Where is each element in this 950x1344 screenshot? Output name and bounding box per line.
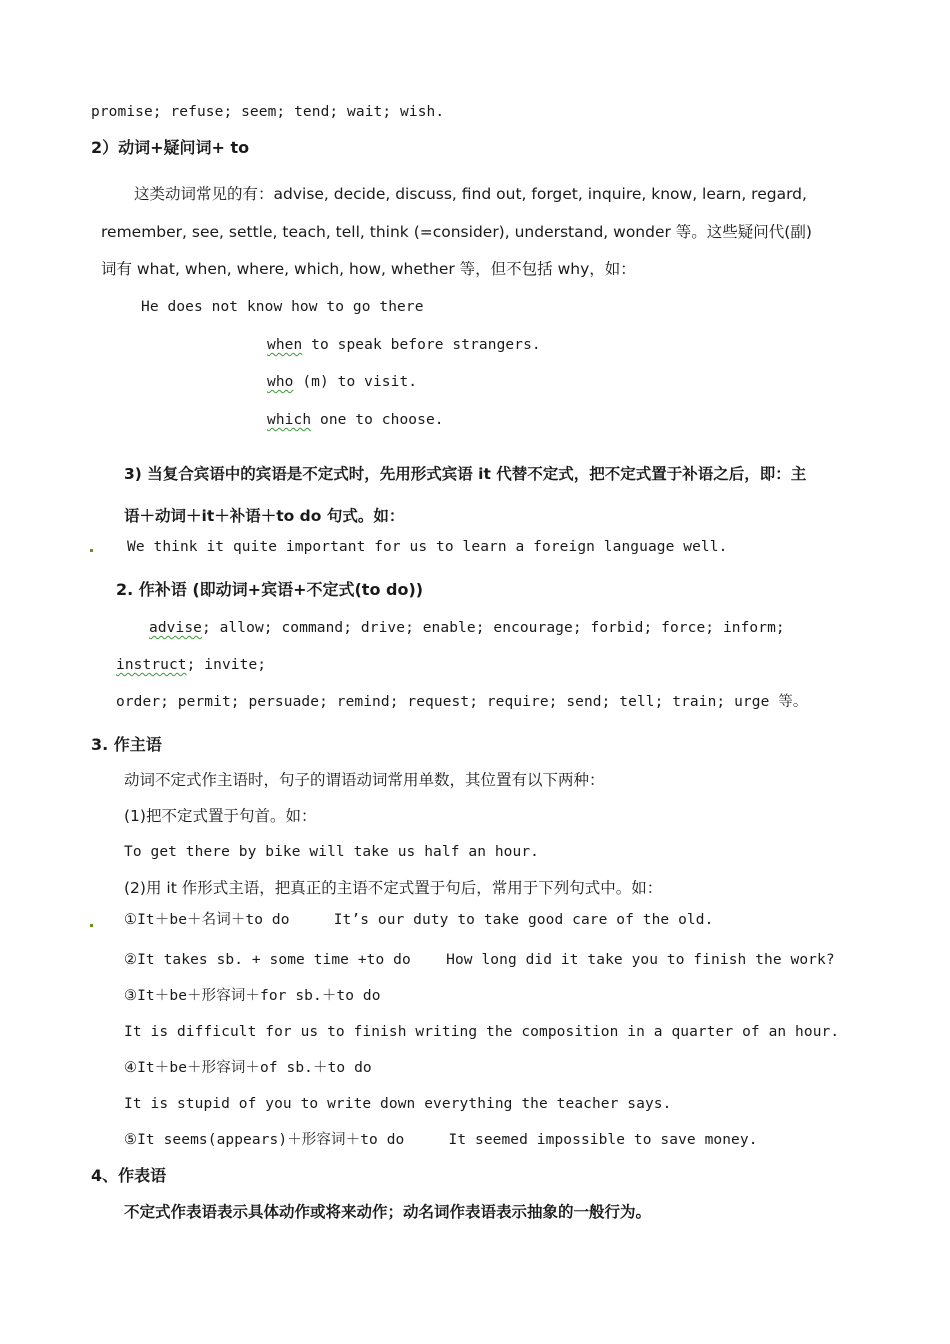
example-sentence: He does not know how to go there (141, 299, 424, 315)
pattern-line: ④It＋be＋形容词＋of sb.＋to do (124, 1060, 372, 1076)
section-heading-predicative: 4、作表语 (91, 1166, 167, 1185)
paragraph-line: 词有 what, when, where, which, how, whether 等，但不包括 why，如： (101, 260, 636, 278)
pattern-line: ③It＋be＋形容词＋for sb.＋to do (124, 988, 381, 1004)
example-text: (m) to visit. (293, 374, 418, 390)
verb-list-text: ; allow; command; drive; enable; encourage; forbid; force; inform; (201, 620, 785, 636)
rule-paragraph: 3) 当复合宾语中的宾语是不定式时，先用形式宾语 it 代替不定式，把不定式置于补语之后，即：主 (124, 465, 807, 483)
section-heading-subject: 3. 作主语 (91, 735, 162, 754)
marker-dot (90, 549, 93, 552)
example-sentence (267, 335, 541, 355)
pattern-line: ①It＋be＋名词＋to do It’s our duty to take good care of the old. (124, 912, 714, 928)
verb-list-text: ; invite; (186, 657, 267, 673)
verb-list-line: order; permit; persuade; remind; request; require; send; tell; train; urge 等。 (116, 694, 808, 710)
verb-list-line (116, 655, 266, 675)
example-sentence: It is difficult for us to finish writing the composition in a quarter of an hour. (124, 1024, 840, 1040)
spellcheck-word: instruct (116, 657, 187, 673)
pattern-line: ⑤It seems(appears)＋形容词＋to do It seemed impossible to save money. (124, 1132, 758, 1148)
paragraph-line: 动词不定式作主语时，句子的谓语动词常用单数，其位置有以下两种： (124, 771, 605, 789)
section-heading-complement: 2. 作补语 (即动词+宾语+不定式(to do)) (116, 580, 424, 599)
example-text: to speak before strangers. (302, 337, 541, 353)
example-sentence (267, 410, 444, 430)
marker-dot (90, 924, 93, 927)
rule-paragraph: 语＋动词＋it＋补语＋to do 句式。如： (124, 507, 405, 525)
spellcheck-word: who (267, 374, 294, 390)
example-sentence: We think it quite important for us to learn a foreign language well. (127, 539, 728, 555)
example-sentence: It is stupid of you to write down everything the teacher says. (124, 1096, 672, 1112)
example-text: one to choose. (311, 412, 444, 428)
paragraph-line: remember, see, settle, teach, tell, think (=consider), understand, wonder 等。这些疑问代(副) (101, 223, 812, 241)
paragraph-line: (1)把不定式置于句首。如： (124, 807, 317, 825)
example-sentence (267, 372, 417, 392)
pattern-line: ②It takes sb. + some time +to do How long did it take you to finish the work? (124, 952, 835, 968)
example-sentence: To get there by bike will take us half an hour. (124, 844, 539, 860)
paragraph-line: (2)用 it 作形式主语，把真正的主语不定式置于句后，常用于下列句式中。如： (124, 879, 663, 897)
spellcheck-word: which (267, 412, 312, 428)
paragraph-line: 这类动词常见的有：advise, decide, discuss, find out, forget, inquire, know, learn, regard, (134, 185, 807, 203)
spellcheck-word: advise (149, 620, 202, 636)
rule-paragraph: 不定式作表语表示具体动作或将来动作；动名词作表语表示抽象的一般行为。 (124, 1203, 652, 1221)
verb-list-line: promise; refuse; seem; tend; wait; wish. (91, 104, 445, 120)
section-heading-verb-question-word: 2）动词+疑问词+ to (91, 138, 250, 157)
verb-list-line (149, 618, 785, 638)
spellcheck-word: when (267, 337, 303, 353)
